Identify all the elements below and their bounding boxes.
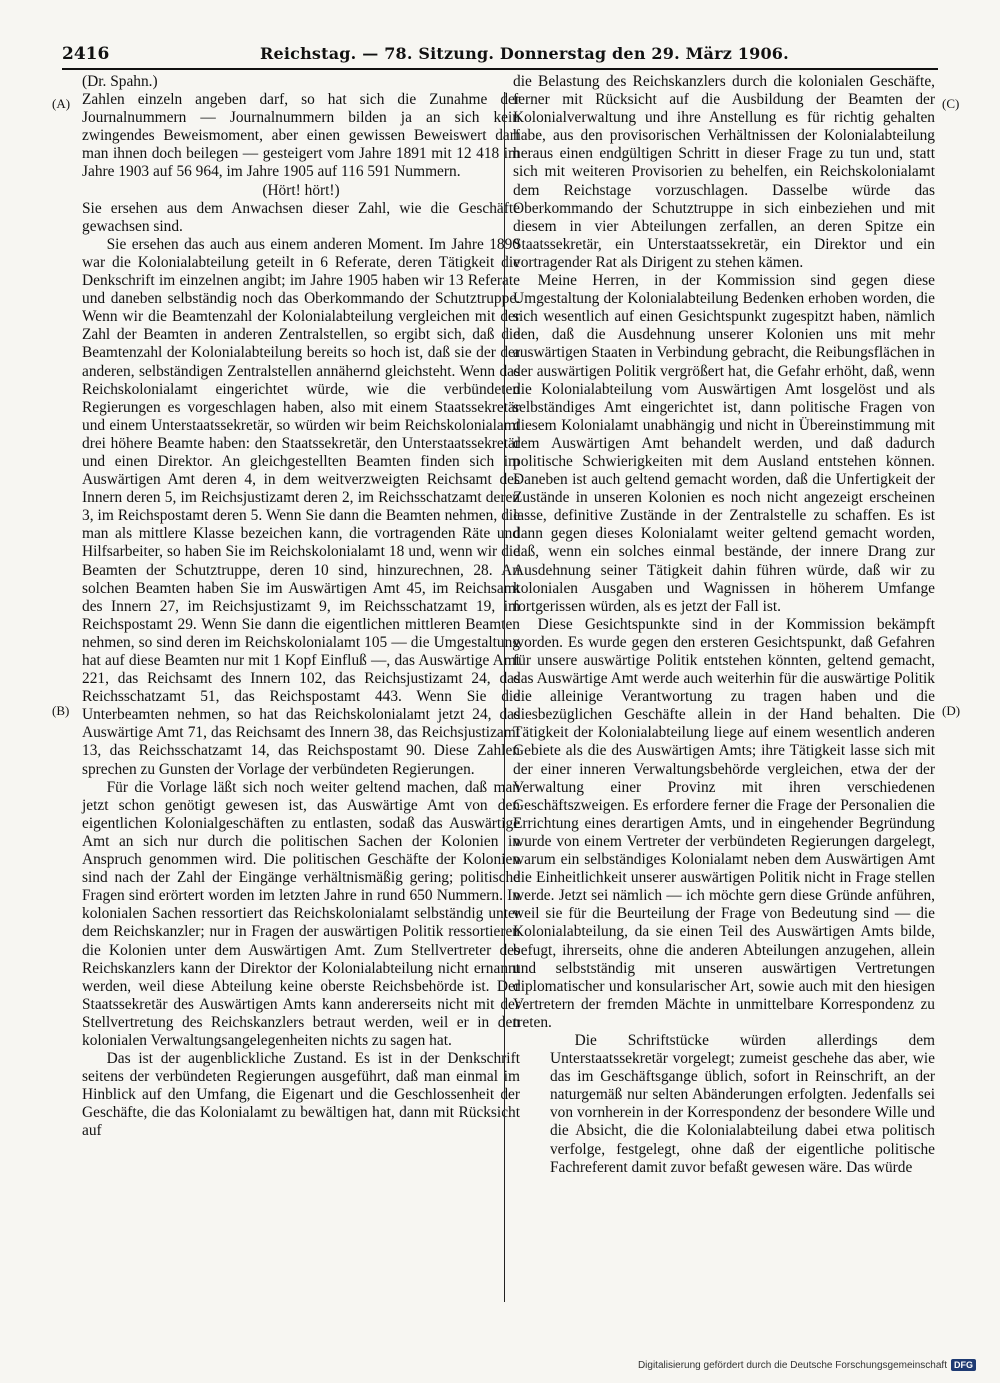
paragraph: Die Schriftstücke würden allerdings dem Unterstaatssekretär vorgelegt; zumeist geschehe das aber, wie das im Geschäftsgange üblich, sofort in Reinschrift, an der naturgemäß nur selten Abänderungen erfolgten. Jedenfalls sei von vornherein in der Korrespondenz der besondere Wille und die Absicht, die die Kolonialabteilung dabei etwa politisch verfolge, festgelegt, ohne daß der eigentliche politische Fachreferent damit zuvor befaßt gewesen wäre. Das würde — [549, 1031, 935, 1176]
margin-marker-d: (D) — [942, 703, 961, 718]
page-header — [62, 44, 938, 68]
paragraph: Diese Gesichtspunkte sind in der Kommission bekämpft worden. Es wurde gegen den ersteren Gesichtspunkt, daß Gefahren für unsere auswärtige Politik entstehen könnten, geltend gemacht, das Auswärtige Amt werde auch weiterhin für die auswärtige Politik die alleinige Verantwortung zu tragen haben und die diesbezüglichen Geschäfte allein in der Hand behalten. Die Tätigkeit der Kolonialabteilung liege auf einem wesentlich anderen Gebiete als die des Auswärtigen Amts; ihre Tätigkeit lasse sich mit der einer inneren Verwaltungsbehörde vergleichen, etwa der der Verwaltung einer Provinz mit ihren verschiedenen Geschäftszweigen. Es erfordere ferner die Frage der Personalien die Errichtung eines derartigen Amts, und in eingehender Begründung wurde von einem Vertreter der verbündeten Regierungen dargelegt, warum ein selbständiges Kolonialamt neben dem Auswärtigen Amt die Einheitlichkeit unserer auswärtigen Politik nicht in Frage stellen werde. Jetzt sei nämlich — ich möchte gern diese Gründe anführen, weil sie für die Beurteilung der Frage von Bedeutung sind — die Kolonialabteilung, da sie einen Teil des Auswärtigen Amts bilde, befugt, ihrerseits, ohne die anderen Abteilungen anzugehen, allein und selbstständig mit unseren auswärtigen Vertretungen diplomatischer und konsularischer Art, sowie auch mit den hiesigen Vertretern der fremden Mächte in unmittelbare Korrespondenz zu treten. — [513, 615, 935, 1031]
paragraph: Sie ersehen aus dem Anwachsen dieser Zahl, wie die Geschäfte gewachsen sind. — [82, 199, 520, 235]
margin-marker-a: (A) — [52, 96, 71, 111]
paragraph: Das ist der augenblickliche Zustand. Es ist in der Denkschrift seitens der verbündeten Regierungen ausgeführt, daß man einmal im Hinblick auf den Umfang, die Eigenart und die Geschlossenheit der Geschäfte, die das Kolonialamt zu bewältigen hat, dann mit Rücksicht auf — [82, 1050, 520, 1140]
margin-marker-c: (C) — [942, 96, 960, 111]
speaker-label: (Dr. Spahn.) — [82, 73, 158, 90]
interjection: (Hört! hört!) — [262, 181, 340, 199]
paragraph: Zahlen einzeln angeben darf, so hat sich die Zunahme der Journalnummern — Journalnummern bilden ja an sich kein zwingendes Beweismoment, aber einen gewissen Beweiswert darf man ihnen doch beilegen — gesteigert vom Jahre 1891 mit 12 418 im Jahre 1903 auf 56 964, im Jahre 1905 auf 116 591 Nummern. — [82, 91, 520, 181]
page-number: 2416 — [62, 44, 110, 64]
dfg-logo: DFG — [951, 1359, 976, 1371]
right-column — [513, 73, 935, 1177]
paragraph: Für die Vorlage läßt sich noch weiter geltend machen, daß man jetzt schon genötigt gewesen ist, das Auswärtige Amt von den eigentlichen Kolonialgeschäften zu entlasten, sodaß das Auswärtige Amt an sich nur durch die politischen Sachen der Kolonien in Anspruch genommen wird. Die politischen Geschäfte der Kolonien sind nach der Zahl der Eingänge verhältnismäßig gering; politische Fragen sind erörtert worden im letzten Jahre in rund 650 Nummern. In kolonialen Sachen ressortiert das Reichskolonialamt selbständig unter dem Reichskanzler; nur in Fragen der auswärtigen Politik ressortieren die Kolonien unter dem Auswärtigen Amt. Zum Stellvertreter des Reichskanzlers kann der Direktor der Kolonialabteilung nicht ernannt werden, weil diese Abteilung keine oberste Reichsbehörde ist. Der Staatssekretär des Auswärtigen Amts kann andererseits nicht mit der Stellvertretung des Reichskanzlers betraut werden, weil er in den kolonialen Verwaltungsangelegenheiten nichts zu sagen hat. — [82, 778, 520, 1049]
paragraph: Meine Herren, in der Kommission sind gegen diese Umgestaltung der Kolonialabteilung Bedenken erhoben worden, die sich wesentlich auf einen Gesichtspunkt zugespitzt haben, nämlich den, daß die Ausdehnung unserer Kolonien uns mit mehr auswärtigen Staaten in Verbindung gebracht, die Reibungsflächen in der auswärtigen Politik vergrößert hat, die Gefahr erhöht, daß, wenn die Kolonialabteilung vom Auswärtigen Amt losgelöst und als selbständiges Amt eingerichtet ist, dann politische Fragen von diesem Kolonialamt unabhängig und nicht in Übereinstimmung mit dem Auswärtigen Amt behandelt werden, und daß dadurch politische Schwierigkeiten mit dem Ausland entstehen können. Daneben ist auch geltend gemacht worden, daß die Unfertigkeit der Zustände in unseren Kolonien es noch nicht angezeigt erscheinen lasse, definitive Zustände in der Zentralstelle zu schaffen. Es ist dann gegen dieses Kolonialamt weiter geltend gemacht worden, daß, wenn ein solches einmal bestände, der innere Drang zur Ausdehnung seiner Tätigkeit dahin führen würde, daß wir zu kolonialen Ausgaben und Wagnissen in höherem Umfange fortgerissen würden, als es jetzt der Fall ist. — [513, 272, 935, 615]
running-head: Reichstag. — 78. Sitzung. Donnerstag den 29. März 1906. — [260, 44, 789, 63]
footer-credit-text: Digitalisierung gefördert durch die Deutsche Forschungsgemeinschaft — [637, 1359, 947, 1371]
left-column — [82, 73, 520, 1141]
paragraph: Sie ersehen das auch aus einem anderen Moment. Im Jahre 1890 war die Kolonialabteilung geteilt in 6 Referate, deren Tätigkeit die Denkschrift im einzelnen angibt; im Jahre 1905 haben wir 13 Referate und daneben selbständig noch das Oberkommando der Schutztruppe. Wenn wir die Beamtenzahl der Kolonialabteilung vergleichen mit der Zahl der Beamten in anderen Zentralstellen, so ergibt sich, daß die Beamtenzahl der Kolonialabteilung bereits so hoch ist, daß sie der der anderen, selbständigen Zentralstellen annähernd gleichsteht. Wenn das Reichskolonialamt eingerichtet würde, wie die verbündeten Regierungen es vorgeschlagen haben, also mit einem Staatssekretär und einem Unterstaatssekretär, so würden wir beim Reichskolonialamt drei höhere Beamte haben: den Staatssekretär, den Unterstaatssekretär und einen Direktor. An gleichgestellten Beamten finden sich im Auswärtigen Amt deren 4, in dem weitverzweigten Reichsamt des Innern deren 5, im Reichsjustizamt deren 2, im Reichsschatzamt deren 3, im Reichspostamt deren 5. Wenn Sie dann die Beamten nehmen, die man als mittlere Klasse bezeichen kann, die vortragenden Räte und Hilfsarbeiter, so haben Sie im Reichskolonialamt 18 und, wenn wir die Beamten der Schutztruppe, deren 10 sind, hinzurechnen, 28. An solchen Beamten haben Sie im Auswärtigen Amt 45, im Reichsamt des Innern 27, im Reichsjustizamt 9, im Reichsschatzamt 19, im Reichspostamt 29. Wenn Sie dann die eigentlichen mittleren Beamten nehmen, so sind deren im Reichskolonialamt 105 — die Umgestaltung hat auf diese Beamten nur mit 1 Kopf Einfluß —, das Auswärtige Amt 221, das Reichsamt des Innern 102, das Reichsjustizamt 24, das Reichsschatzamt 51, das Reichspostamt 443. Wenn Sie die Unterbeamten nehmen, so hat das Reichskolonialamt jetzt 24, das Auswärtige Amt 71, das Reichsamt des Innern 38, das Reichsjustizamt 13, das Reichsschatzamt 14, das Reichspostamt 90. Diese Zahlen sprechen zu Gunsten der Vorlage der verbündeten Regierungen. — [82, 235, 520, 778]
margin-marker-b: (B) — [52, 703, 70, 718]
footer-credit — [638, 1359, 976, 1371]
column-divider — [504, 92, 505, 1302]
paragraph: die Belastung des Reichskanzlers durch die kolonialen Geschäfte, ferner mit Rücksicht auf die Ausbildung der Beamten der Kolonialverwaltung und ihre Anstellung es für richtig gehalten habe, aus den provisorischen Verhältnissen der Kolonialabteilung heraus einen endgültigen Schritt in dieser Frage zu tun und, statt sich mit weiteren Provisorien zu behelfen, ein Reichskolonialamt dem Reichstage vorzuschlagen. Dasselbe würde das Oberkommando der Schutztruppe in sich einbeziehen und mit diesem in vier Abteilungen zerfallen, an deren Spitze ein Staatssekretär, ein Unterstaatssekretär, ein Direktor und ein vortragender Rat als Dirigent zu stehen kämen. — [513, 73, 935, 271]
header-rule — [62, 68, 938, 70]
